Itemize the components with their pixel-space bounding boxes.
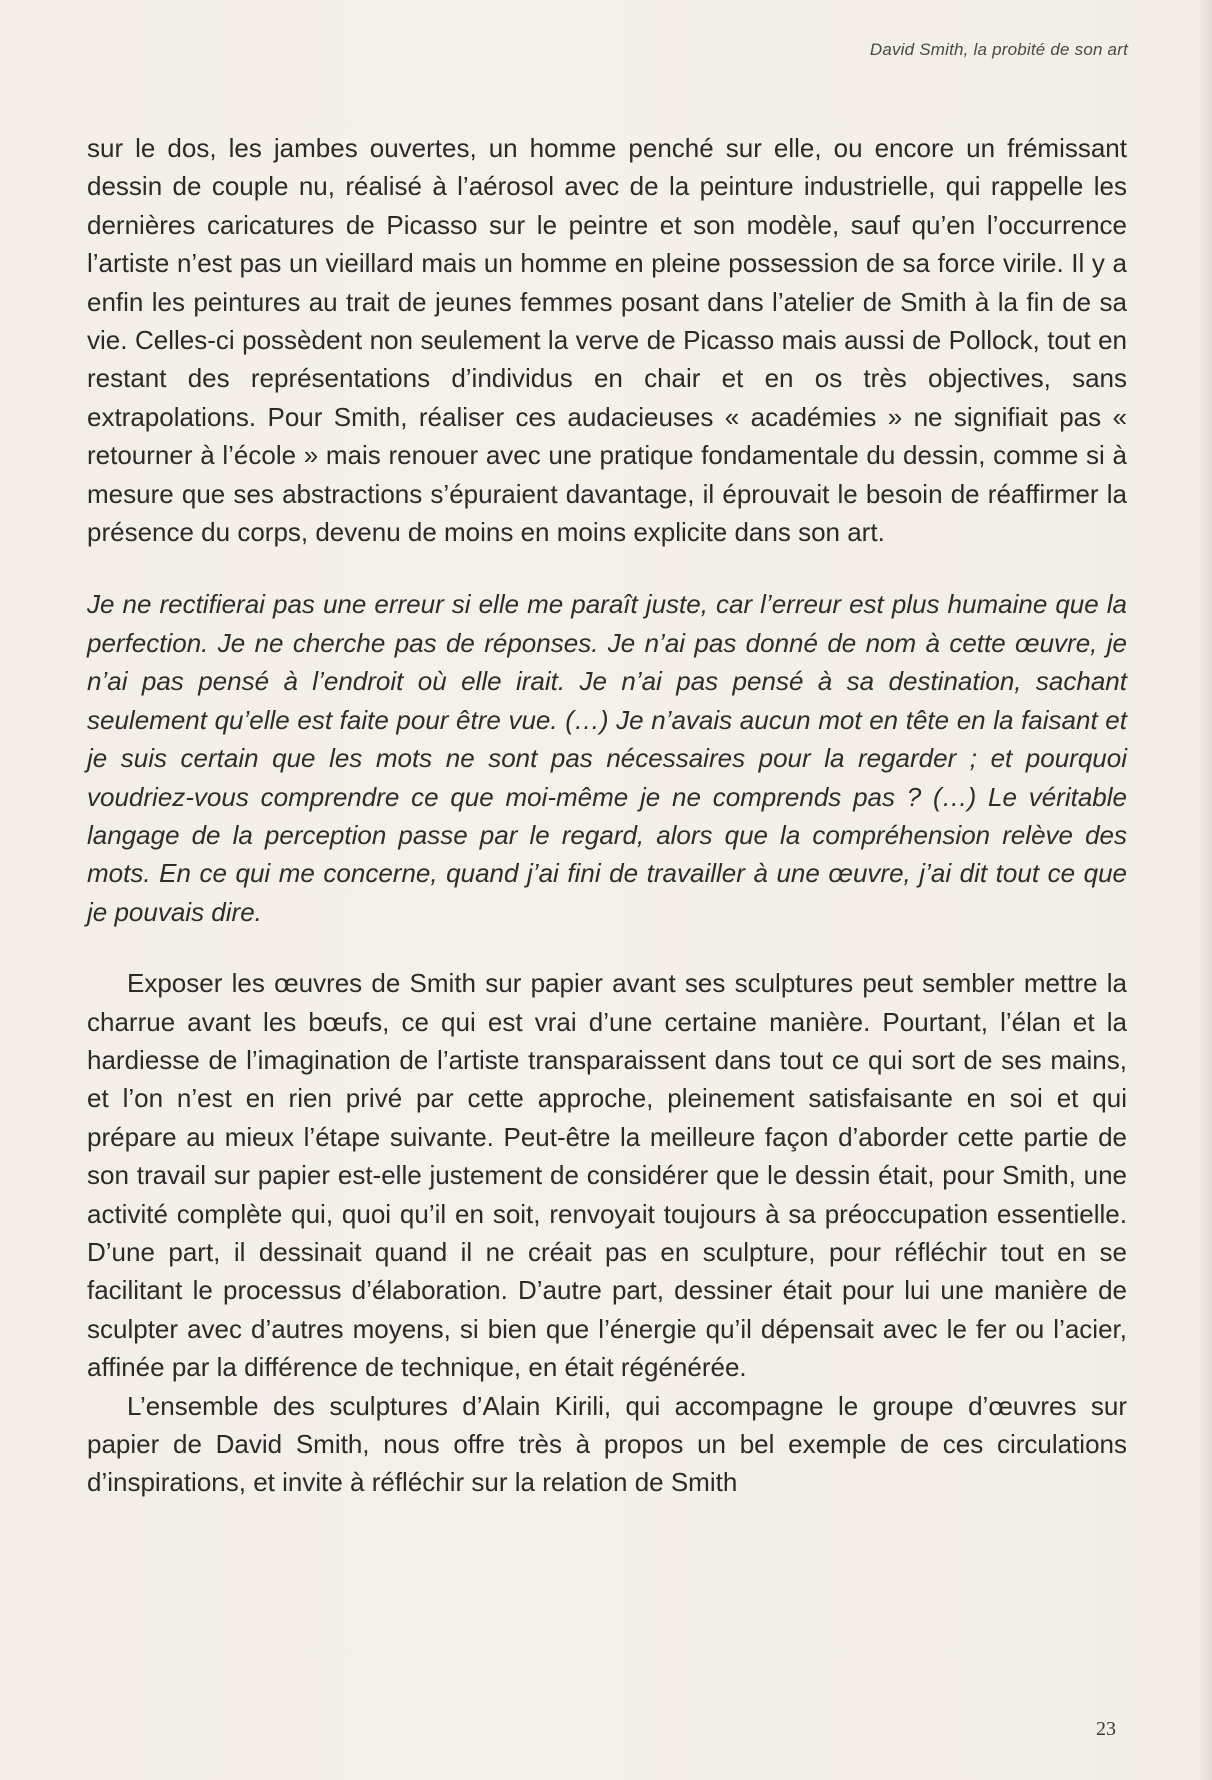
page-edge-shadow <box>1198 0 1212 1780</box>
paragraph-kirili: L’ensemble des sculptures d’Alain Kirili, qui accompagne le groupe d’œuvres sur papier de David Smith, nous offre très à propos un bel exemple de ces circulations d’inspirations, et invite à réfléchir sur la relation de Smith <box>87 1390 1127 1498</box>
body-text <box>87 129 1127 1502</box>
page-number: 23 <box>1096 1718 1116 1740</box>
paragraph-continuation: sur le dos, les jambes ouvertes, un homme penché sur elle, ou encore un frémissant dessin de couple nu, réalisé à l’aérosol avec de la peinture industrielle, qui rappelle les dernières caricatures de Picasso sur le peintre et son modèle, sauf qu’en l’occurrence l’artiste n’est pas un vieillard mais un homme en pleine possession de sa force virile. Il y a enfin les peintures au trait de jeunes femmes posant dans l’atelier de Smith à la fin de sa vie. Celles-ci possèdent non seulement la verve de Picasso mais aussi de Pollock, tout en restant des représentations d’individus en chair et en os très objectives, sans extrapolations. Pour Smith, réaliser ces audacieuses « académies » ne signifiait pas « retourner à l’école » mais renouer avec une pratique fondamentale du dessin, comme si à mesure que ses abstractions s’épuraient davantage, il éprouvait le besoin de réaffirmer la présence du corps, devenu de moins en moins explicite dans son art. <box>87 133 1127 548</box>
running-head: David Smith, la probité de son art <box>869 40 1128 59</box>
paragraph-exposer: Exposer les œuvres de Smith sur papier avant ses sculptures peut sembler mettre la charrue avant les bœufs, ce qui est vrai d’une certaine manière. Pourtant, l’élan et la hardiesse de l’imagination de l’artiste transparaissent dans tout ce qui sort de ses mains, et l’on n’est en rien privé par cette approche, pleinement satisfaisante en soi et qui prépare au mieux l’étape suivante. Peut-être la meilleure façon d’aborder cette partie de son travail sur papier est-elle justement de considérer que le dessin était, pour Smith, une activité complète qui, quoi qu’il en soit, renvoyait toujours à sa préoccupation essentielle. D’une part, il dessinait quand il ne créait pas en sculpture, pour réfléchir tout en se facilitant le processus d’élaboration. D’autre part, dessiner était pour lui une manière de sculpter avec d’autres moyens, si bien que l’énergie qu’il dépensait avec le fer ou l’acier, affinée par la différence de technique, en était régénérée. <box>87 968 1127 1383</box>
block-quote: Je ne rectifierai pas une erreur si elle me paraît juste, car l’erreur est plus humaine que la perfection. Je ne cherche pas de réponses. Je n’ai pas donné de nom à cette œuvre, je n’ai pas pensé à l’endroit où elle irait. Je n’ai pas pensé à sa destination, sachant seulement qu’elle est faite pour être vue. (…) Je n’avais aucun mot en tête en la faisant et je suis certain que les mots ne sont pas nécessaires pour la regarder ; et pourquoi voudriez-vous comprendre ce que moi-même je ne comprends pas ? (…) Le véritable langage de la perception passe par le regard, alors que la compréhension relève des mots. En ce qui me concerne, quand j’ai fini de travailler à une œuvre, j’ai dit tout ce que je pouvais dire. <box>87 589 1127 927</box>
